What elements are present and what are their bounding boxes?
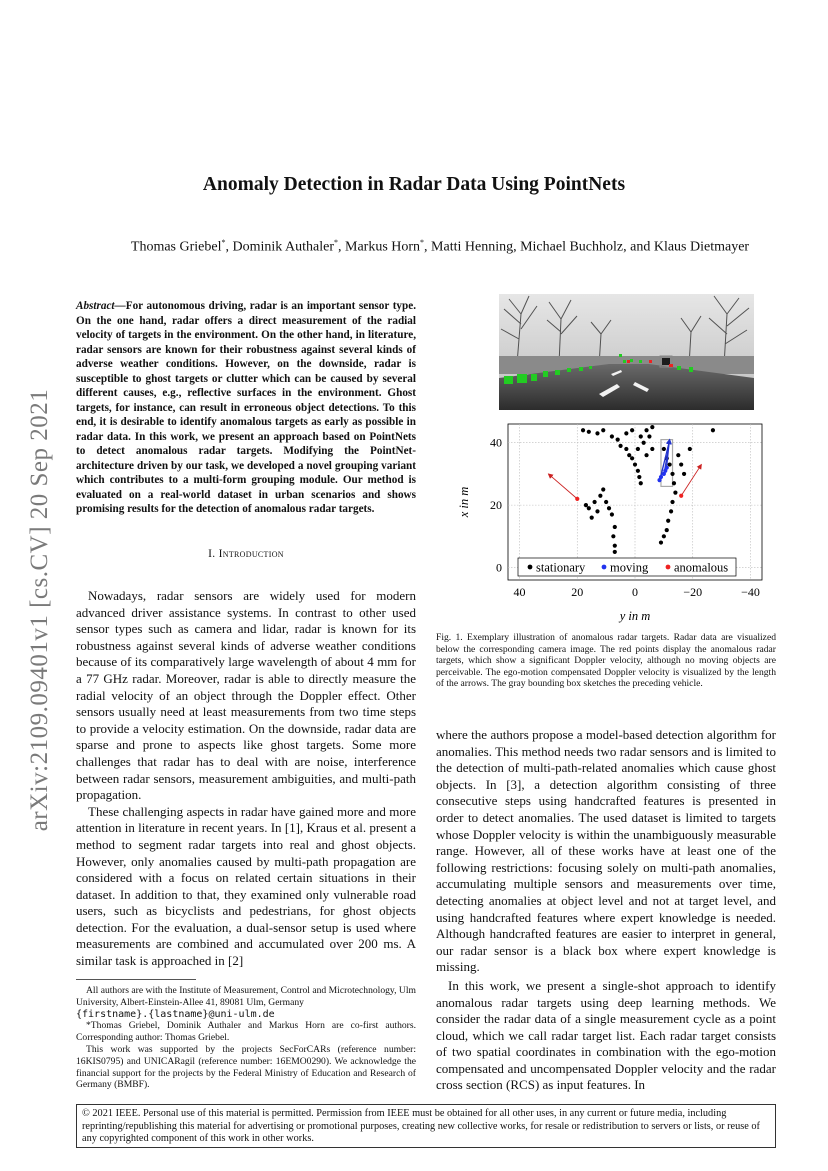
copyright-notice: © 2021 IEEE. Personal use of this material is permitted. Permission from IEEE must be obtained for all other uses, in any current or future media, including reprinting/republishing this material for advertising or promotional purposes, creating new collective works, for resale or redistribution to servers or lists, or reuse of any copyrighted component of this work in other works.: [76, 1104, 776, 1148]
moving-point: [665, 466, 669, 470]
stationary-point: [611, 534, 615, 538]
stationary-point: [670, 472, 674, 476]
abstract-text: For autonomous driving, radar is an important sensor type. On the one hand, radar offers a direct measurement of the radial velocity of targets in the environment. On the other hand, in literature, radar sensors are known for their robustness against several kinds of adverse weather conditions. However, on the downside, radar is susceptible to ghost targets or clutter which can be caused by several different causes, e.g., reflective surfaces in the environment. Ghost targets, for instance, can result in erroneous object detections. To this end, it is desirable to identify anomalous targets as early as possible in radar data. In this work, we present an approach based on PointNets to detect anomalous radar targets. Modifying the PointNet-architecture driven by our task, we developed a novel grouping variant which contributes to a multi-form grouping module. Our method is evaluated on a real-world dataset in urban scenarios and shows promising results for the detection of anomalous radar targets.: [76, 300, 416, 515]
paragraph: In this work, we present a single-shot approach to identify anomalous radar targets using deep learning methods. We consider the radar data of a single measurement cycle as a point cloud, which we call radar target list. Each radar target consists of two spatial coordinates in combination with the ego-motion compensated and uncompensated Doppler velocity and the radar cross section (RCS) as input features. In: [436, 977, 776, 1093]
footnote-funding: This work was supported by the projects SecForCARs (reference number: 16KIS0795) and UNICARagil (reference number: 16EMO0290). We acknowledge the financial support for the projects by the Federal Ministry of Education and Research of Germany (BMBF).: [76, 1043, 416, 1091]
stationary-point: [604, 500, 608, 504]
stationary-point: [637, 475, 641, 479]
stationary-point: [598, 494, 602, 498]
x-tick-label: −40: [741, 585, 760, 599]
stationary-point: [601, 487, 605, 491]
footnote-affiliation: All authors are with the Institute of Measurement, Control and Microtechnology, Ulm University, Albert-Einstein-Allee 41, 89081 Ulm, Germany: [76, 985, 416, 1008]
stationary-point: [581, 428, 585, 432]
stationary-point: [669, 509, 673, 513]
anomalous-arrow: [681, 465, 701, 496]
stationary-point: [688, 447, 692, 451]
stationary-point: [672, 481, 676, 485]
stationary-point: [662, 534, 666, 538]
stationary-point: [633, 462, 637, 466]
y-tick-label: 0: [496, 560, 502, 575]
paragraph: Nowadays, radar sensors are widely used for modern advanced driver assistance systems. In contrast to other used sensor types such as camera and lidar, radar is known for its robustness against several kinds of adverse weather conditions because of its comparatively large wavelength of about 4 mm for a 77 GHz radar. Moreover, radar is able to directly measure the radial velocity of an object through the Doppler effect. Other sensors usually need at least measurements from two time steps to provide a velocity estimation. On the downside, radar data are sparse and prone to aspects like ghost targets. Some more challenges that radar has to deal with are noise, interference between radar sensors, measurement ambiguities, and multi-path propagation.: [76, 588, 416, 803]
stationary-point: [613, 550, 617, 554]
stationary-point: [666, 519, 670, 523]
right-column-body: [436, 727, 776, 1094]
author-name: Matti Henning: [431, 239, 514, 255]
y-tick-label: 20: [490, 498, 502, 513]
stationary-point: [662, 447, 666, 451]
section-heading: I. Introduction: [208, 548, 284, 560]
author-name: Thomas Griebel: [130, 239, 222, 255]
x-tick-label: 40: [513, 585, 526, 599]
stationary-point: [624, 447, 628, 451]
stationary-point: [673, 491, 677, 495]
stationary-point: [650, 447, 654, 451]
stationary-point: [639, 434, 643, 438]
legend-label: stationary: [536, 560, 586, 575]
author-list: Thomas Griebel*, Dominik Authaler*, Markus Horn*, Matti Henning, Michael Buchholz, and Klaus Dietmayer: [130, 238, 750, 255]
legend-marker: [602, 565, 607, 570]
stationary-point: [636, 469, 640, 473]
stationary-point: [587, 430, 591, 434]
anomalous-point: [575, 497, 579, 501]
x-tick-label: 0: [632, 585, 638, 599]
stationary-point: [610, 434, 614, 438]
moving-point: [659, 475, 663, 479]
author-name: and Klaus Dietmayer: [630, 239, 750, 255]
x-axis-label: y in m: [619, 609, 651, 623]
stationary-point: [584, 503, 588, 507]
legend-label: anomalous: [674, 560, 729, 575]
y-tick-label: 40: [490, 435, 502, 450]
footnote-cofirst: *Thomas Griebel, Dominik Authaler and Markus Horn are co-first authors. Corresponding author: Thomas Griebel.: [76, 1020, 416, 1044]
stationary-point: [610, 512, 614, 516]
introduction-body: [76, 588, 416, 970]
stationary-point: [659, 540, 663, 544]
author-name: Michael Buchholz: [520, 239, 624, 255]
abstract-label: Abstract—: [76, 300, 126, 312]
stationary-point: [595, 431, 599, 435]
stationary-point: [616, 438, 620, 442]
stationary-point: [627, 453, 631, 457]
stationary-point: [644, 428, 648, 432]
footnotes: [76, 985, 416, 1091]
paragraph: where the authors propose a model-based detection algorithm for anomalies. This method needs two radar sensors and is limited to the detection of multi-path-related anomalies which cause ghost objects. In [3], a detection algorithm consisting of three consecutive steps using handcrafted features is presented in order to detect anomalies. The used dataset is limited to targets whose Doppler velocity is within the unambiguously measurable range. However, all of these works have at least one of the following restrictions: focusing solely on multi-path anomalies, accumulating multiple sensors and measurements over time, detecting anomalies at object level and not at target level, and using handcrafted features where expert knowledge is needed. Although handcrafted features are easier to interpret in general, our radar sensor is a black box where expert knowledge is missing.: [436, 727, 776, 975]
paper-title: Anomaly Detection in Radar Data Using PointNets: [202, 174, 626, 195]
stationary-point: [592, 500, 596, 504]
stationary-point: [636, 447, 640, 451]
stationary-point: [668, 462, 672, 466]
footnote-email: {firstname}.{lastname}@uni-ulm.de: [76, 1008, 275, 1020]
stationary-point: [587, 506, 591, 510]
stationary-point: [618, 444, 622, 448]
footnote-rule: [76, 979, 196, 980]
stationary-point: [676, 453, 680, 457]
stationary-point: [644, 453, 648, 457]
stationary-point: [665, 528, 669, 532]
legend-marker: [528, 565, 533, 570]
stationary-point: [650, 425, 654, 429]
arxiv-identifier: [20, 360, 60, 860]
stationary-point: [613, 544, 617, 548]
stationary-point: [607, 506, 611, 510]
author-name: Markus Horn: [345, 239, 421, 255]
stationary-point: [624, 431, 628, 435]
radar-scatter-chart: [436, 416, 776, 632]
stationary-point: [670, 500, 674, 504]
stationary-point: [630, 428, 634, 432]
stationary-point: [601, 428, 605, 432]
stationary-point: [590, 516, 594, 520]
stationary-point: [639, 481, 643, 485]
y-axis-label: x in m: [457, 486, 471, 518]
paragraph: These challenging aspects in radar have gained more and more attention in literature in recent years. In [1], Kraus et al. present a method to segment radar targets into real and ghost objects. However, only anomalies caused by multi-path propagation are considered with a focus on related certain situations in their dataset. In addition to that, they examined only vulnerable road users, such as bicyclists and pedestrians, for ghost objects detection. For the evaluation, a dual-sensor setup is used where measurements are combined and accumulated over 200 ms. A similar task is approached in [2]: [76, 803, 416, 969]
legend-label: moving: [610, 560, 649, 575]
stationary-point: [647, 434, 651, 438]
stationary-point: [613, 525, 617, 529]
legend-marker: [666, 565, 671, 570]
arxiv-identifier-text: arXiv:2109.09401v1 [cs.CV] 20 Sep 2021: [26, 388, 53, 832]
anomalous-point: [679, 494, 683, 498]
camera-image: [499, 294, 754, 410]
anomalous-arrow: [548, 474, 577, 499]
x-tick-label: 20: [571, 585, 584, 599]
author-name: Dominik Authaler: [232, 239, 334, 255]
stationary-point: [682, 472, 686, 476]
stationary-point: [595, 509, 599, 513]
stationary-point: [679, 462, 683, 466]
stationary-point: [642, 441, 646, 445]
stationary-point: [630, 456, 634, 460]
figure-caption: Fig. 1. Exemplary illustration of anomalous radar targets. Radar data are visualized below the corresponding camera image. The red points display the anomalous radar targets, which show a significant Doppler velocity, although no moving objects are perceivable. The ego-motion compensated Doppler velocity is visualized by the length of the arrows. The gray bounding box sketches the preceding vehicle.: [436, 632, 776, 689]
stationary-point: [711, 428, 715, 432]
x-tick-label: −20: [683, 585, 703, 599]
abstract: [76, 299, 416, 517]
